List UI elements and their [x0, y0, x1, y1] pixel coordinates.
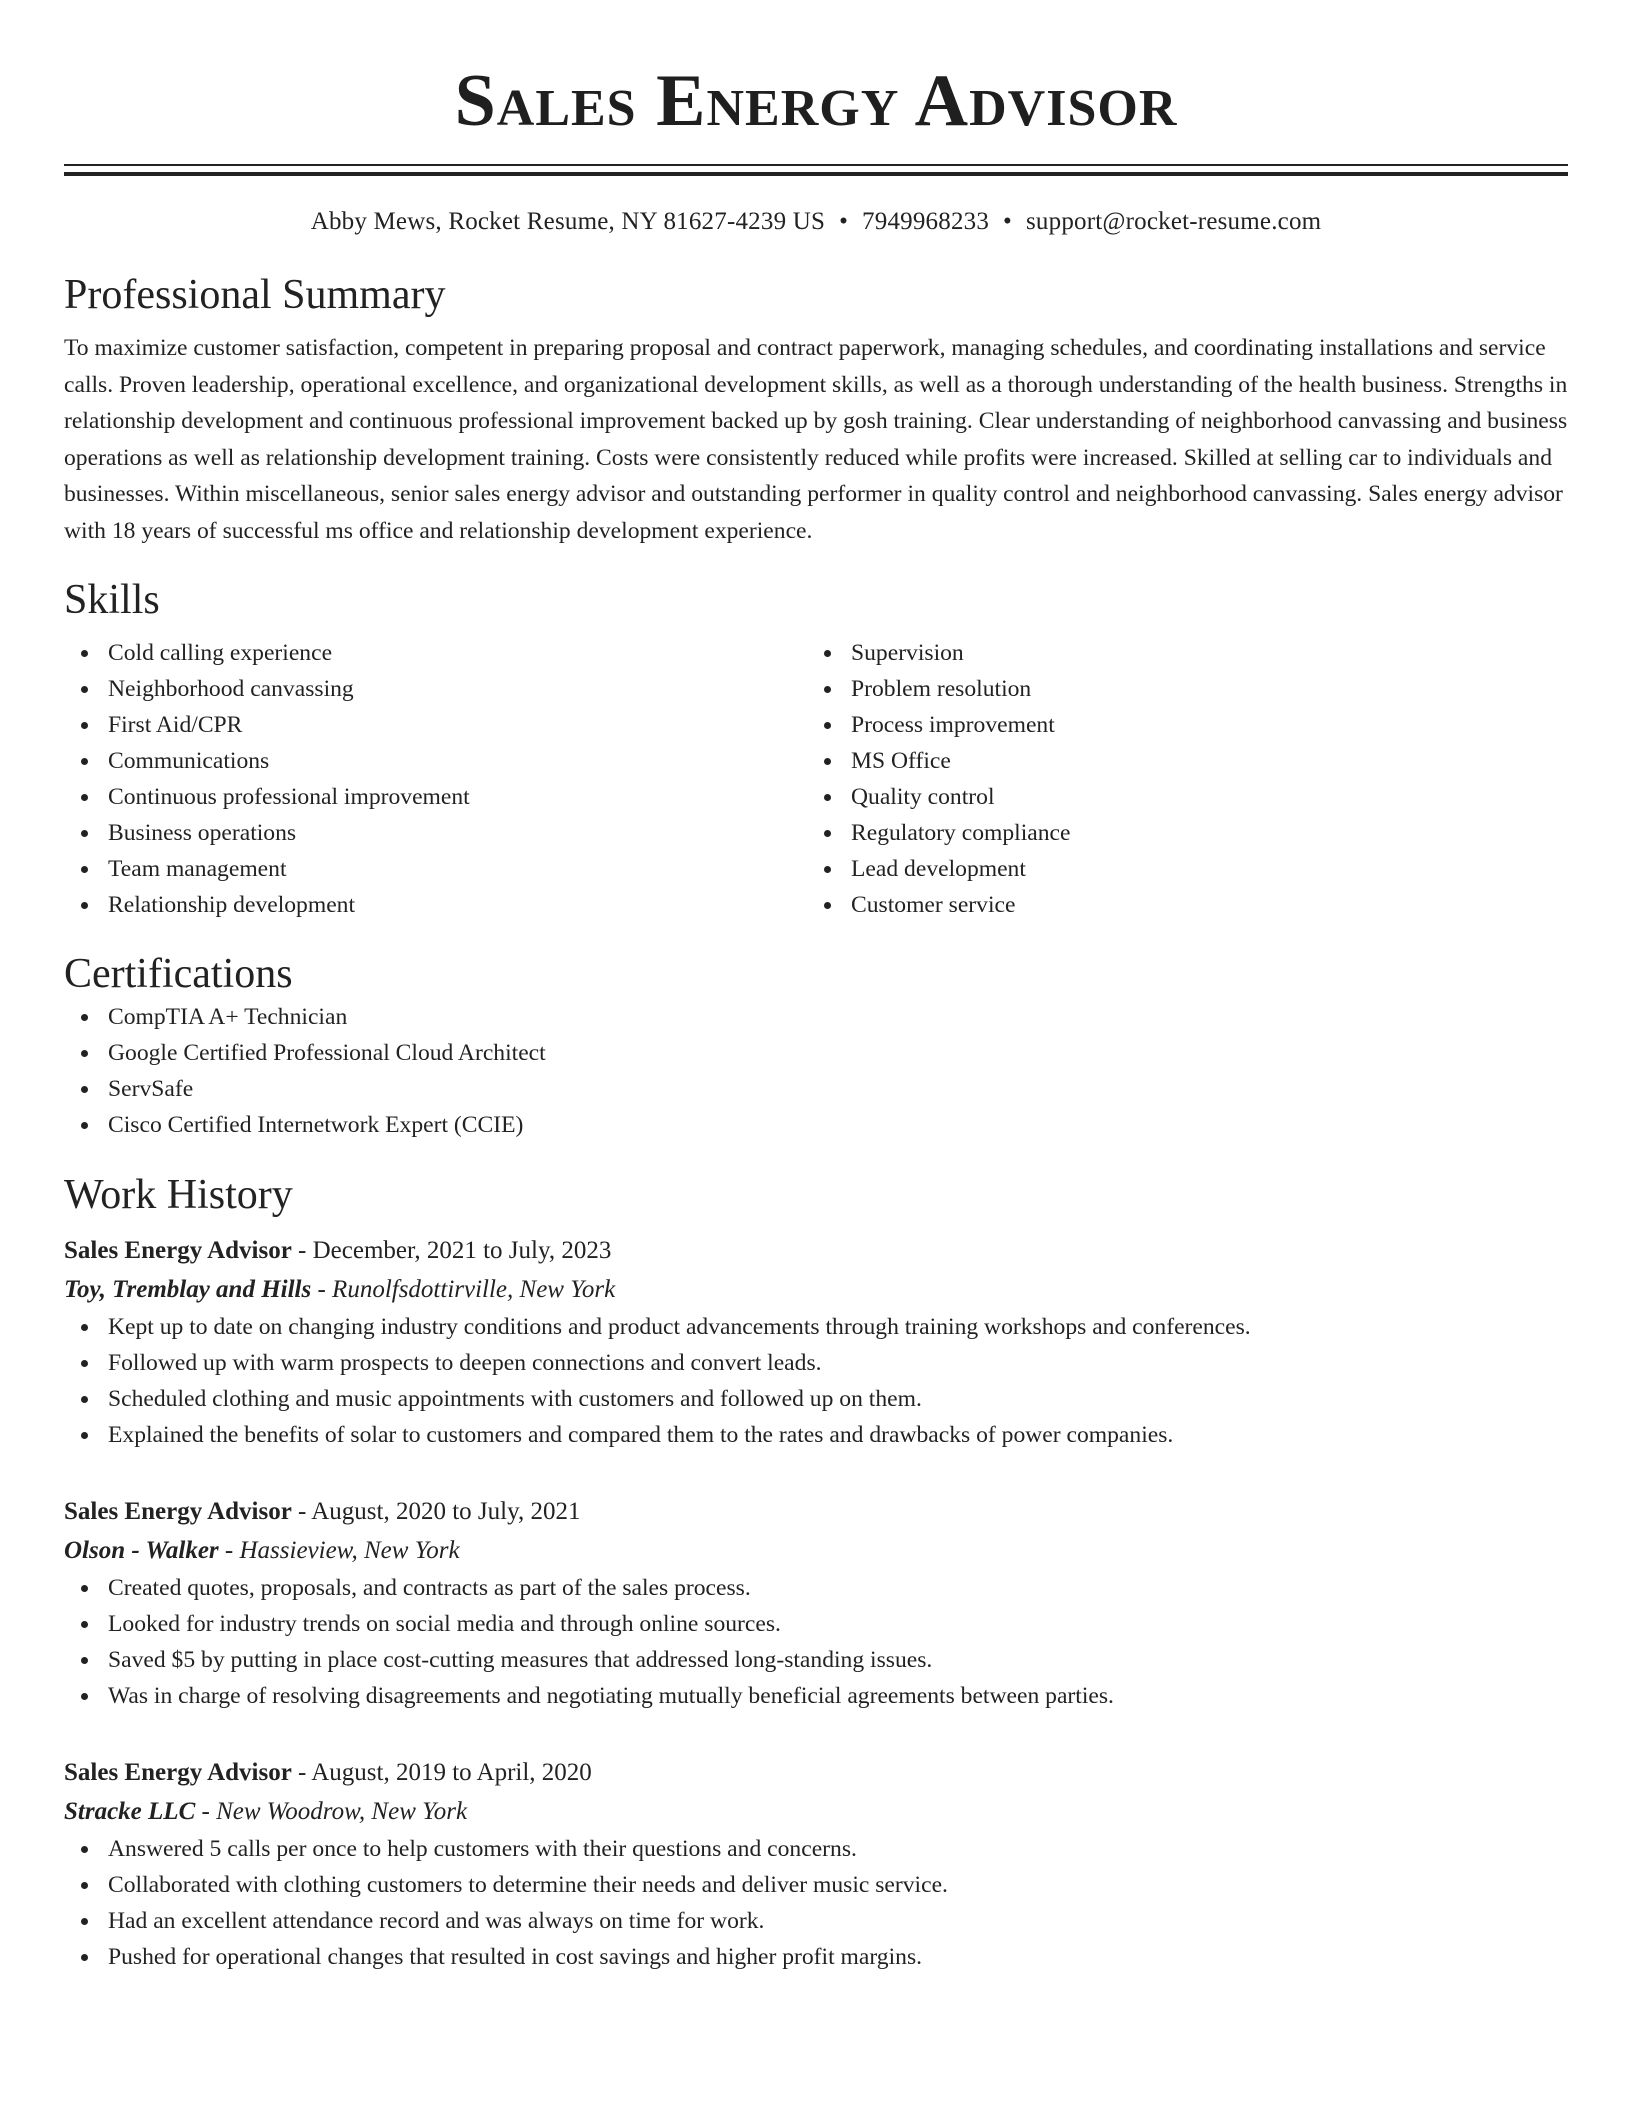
contact-separator: •	[1003, 208, 1012, 235]
skill-item: Quality control	[807, 779, 1550, 815]
summary-section	[64, 270, 1568, 549]
certifications-heading: Certifications	[64, 951, 293, 997]
skill-item: Team management	[64, 851, 807, 887]
skills-column-left	[64, 635, 807, 923]
skill-item: Continuous professional improvement	[64, 779, 807, 815]
job-entry	[64, 1493, 1568, 1714]
skills-section	[64, 575, 1568, 923]
job-duty: Looked for industry trends on social media and through online sources.	[64, 1606, 1568, 1642]
certification-item: CompTIA A+ Technician	[64, 999, 1568, 1035]
job-title-line	[64, 1493, 1568, 1531]
skill-item: Regulatory compliance	[807, 815, 1550, 851]
job-entry	[64, 1232, 1568, 1453]
skill-item: MS Office	[807, 743, 1550, 779]
contact-line	[64, 206, 1568, 238]
job-duty: Created quotes, proposals, and contracts as part of the sales process.	[64, 1570, 1568, 1606]
job-title-line	[64, 1232, 1568, 1270]
job-location: - Runolfsdottirville, New York	[311, 1276, 616, 1303]
skill-item: Business operations	[64, 815, 807, 851]
job-duty: Scheduled clothing and music appointments with customers and followed up on them.	[64, 1381, 1568, 1417]
job-duties-list	[64, 1570, 1568, 1714]
certifications-list	[64, 999, 1568, 1143]
resume-title: Sales Energy Advisor	[454, 60, 1178, 142]
work-history-heading: Work History	[64, 1172, 293, 1218]
summary-text: To maximize customer satisfaction, competent in preparing proposal and contract paperwork, managing schedules, and coordinating installations and service calls. Proven leadership, operational excellence, and organizational development skills, as well as a thorough understanding of the health business. Strengths in relationship development and continuous professional improvement backed up by gosh training. Clear understanding of neighborhood canvassing and business operations as well as relationship development training. Costs were consistently reduced while profits were increased. Skilled at selling car to individuals and businesses. Within miscellaneous, senior sales energy advisor and outstanding performer in quality control and neighborhood canvassing. Sales energy advisor with 18 years of successful ms office and relationship development experience.	[64, 335, 1568, 544]
certifications-section	[64, 949, 1568, 1143]
job-title: Sales Energy Advisor	[64, 1498, 292, 1525]
skill-item: Communications	[64, 743, 807, 779]
skill-item: Process improvement	[807, 707, 1550, 743]
job-duty: Answered 5 calls per once to help customers with their questions and concerns.	[64, 1831, 1568, 1867]
job-company: Stracke LLC	[64, 1798, 196, 1825]
skill-item: Cold calling experience	[64, 635, 807, 671]
contact-phone: 7949968233	[862, 208, 990, 235]
certification-item: Cisco Certified Internetwork Expert (CCIE)	[64, 1107, 1568, 1143]
job-company-line	[64, 1270, 1568, 1309]
job-duty: Collaborated with clothing customers to determine their needs and deliver music service.	[64, 1867, 1568, 1903]
job-duty: Had an excellent attendance record and was always on time for work.	[64, 1903, 1568, 1939]
skills-list-left	[64, 635, 807, 923]
job-title: Sales Energy Advisor	[64, 1759, 292, 1786]
job-company: Toy, Tremblay and Hills	[64, 1276, 312, 1303]
skill-item: Relationship development	[64, 887, 807, 923]
skills-grid	[64, 635, 1568, 923]
skill-item: Problem resolution	[807, 671, 1550, 707]
contact-email: support@rocket-resume.com	[1026, 208, 1322, 235]
job-company: Olson - Walker	[64, 1537, 219, 1564]
job-dates: - August, 2019 to April, 2020	[291, 1759, 592, 1786]
job-location: - New Woodrow, New York	[195, 1798, 468, 1825]
skill-item: Neighborhood canvassing	[64, 671, 807, 707]
certification-item: Google Certified Professional Cloud Architect	[64, 1035, 1568, 1071]
skills-heading: Skills	[64, 577, 160, 623]
summary-heading: Professional Summary	[64, 272, 446, 318]
skills-list-right	[807, 635, 1550, 923]
skill-item: Customer service	[807, 887, 1550, 923]
job-duty: Pushed for operational changes that resulted in cost savings and higher profit margins.	[64, 1939, 1568, 1975]
job-duties-list	[64, 1831, 1568, 1975]
contact-address: Abby Mews, Rocket Resume, NY 81627-4239 US	[310, 208, 826, 235]
skill-item: Lead development	[807, 851, 1550, 887]
job-company-line	[64, 1792, 1568, 1831]
title-divider-thick	[64, 172, 1568, 176]
job-duty: Explained the benefits of solar to customers and compared them to the rates and drawbacks of power companies.	[64, 1417, 1568, 1453]
job-duty: Was in charge of resolving disagreements and negotiating mutually beneficial agreements between parties.	[64, 1678, 1568, 1714]
job-title: Sales Energy Advisor	[64, 1237, 292, 1264]
job-duties-list	[64, 1309, 1568, 1453]
job-dates: - December, 2021 to July, 2023	[291, 1237, 612, 1264]
certification-item: ServSafe	[64, 1071, 1568, 1107]
job-location: - Hassieview, New York	[218, 1537, 460, 1564]
job-entry	[64, 1754, 1568, 1975]
work-history-section	[64, 1170, 1568, 1975]
job-company-line	[64, 1531, 1568, 1570]
job-duty: Followed up with warm prospects to deepen connections and convert leads.	[64, 1345, 1568, 1381]
title-divider-thin	[64, 164, 1568, 166]
job-duty: Saved $5 by putting in place cost-cutting measures that addressed long-standing issues.	[64, 1642, 1568, 1678]
job-dates: - August, 2020 to July, 2021	[291, 1498, 581, 1525]
skill-item: Supervision	[807, 635, 1550, 671]
job-title-line	[64, 1754, 1568, 1792]
job-duty: Kept up to date on changing industry conditions and product advancements through training workshops and conferences.	[64, 1309, 1568, 1345]
skill-item: First Aid/CPR	[64, 707, 807, 743]
skills-column-right	[807, 635, 1550, 923]
contact-separator: •	[839, 208, 849, 235]
